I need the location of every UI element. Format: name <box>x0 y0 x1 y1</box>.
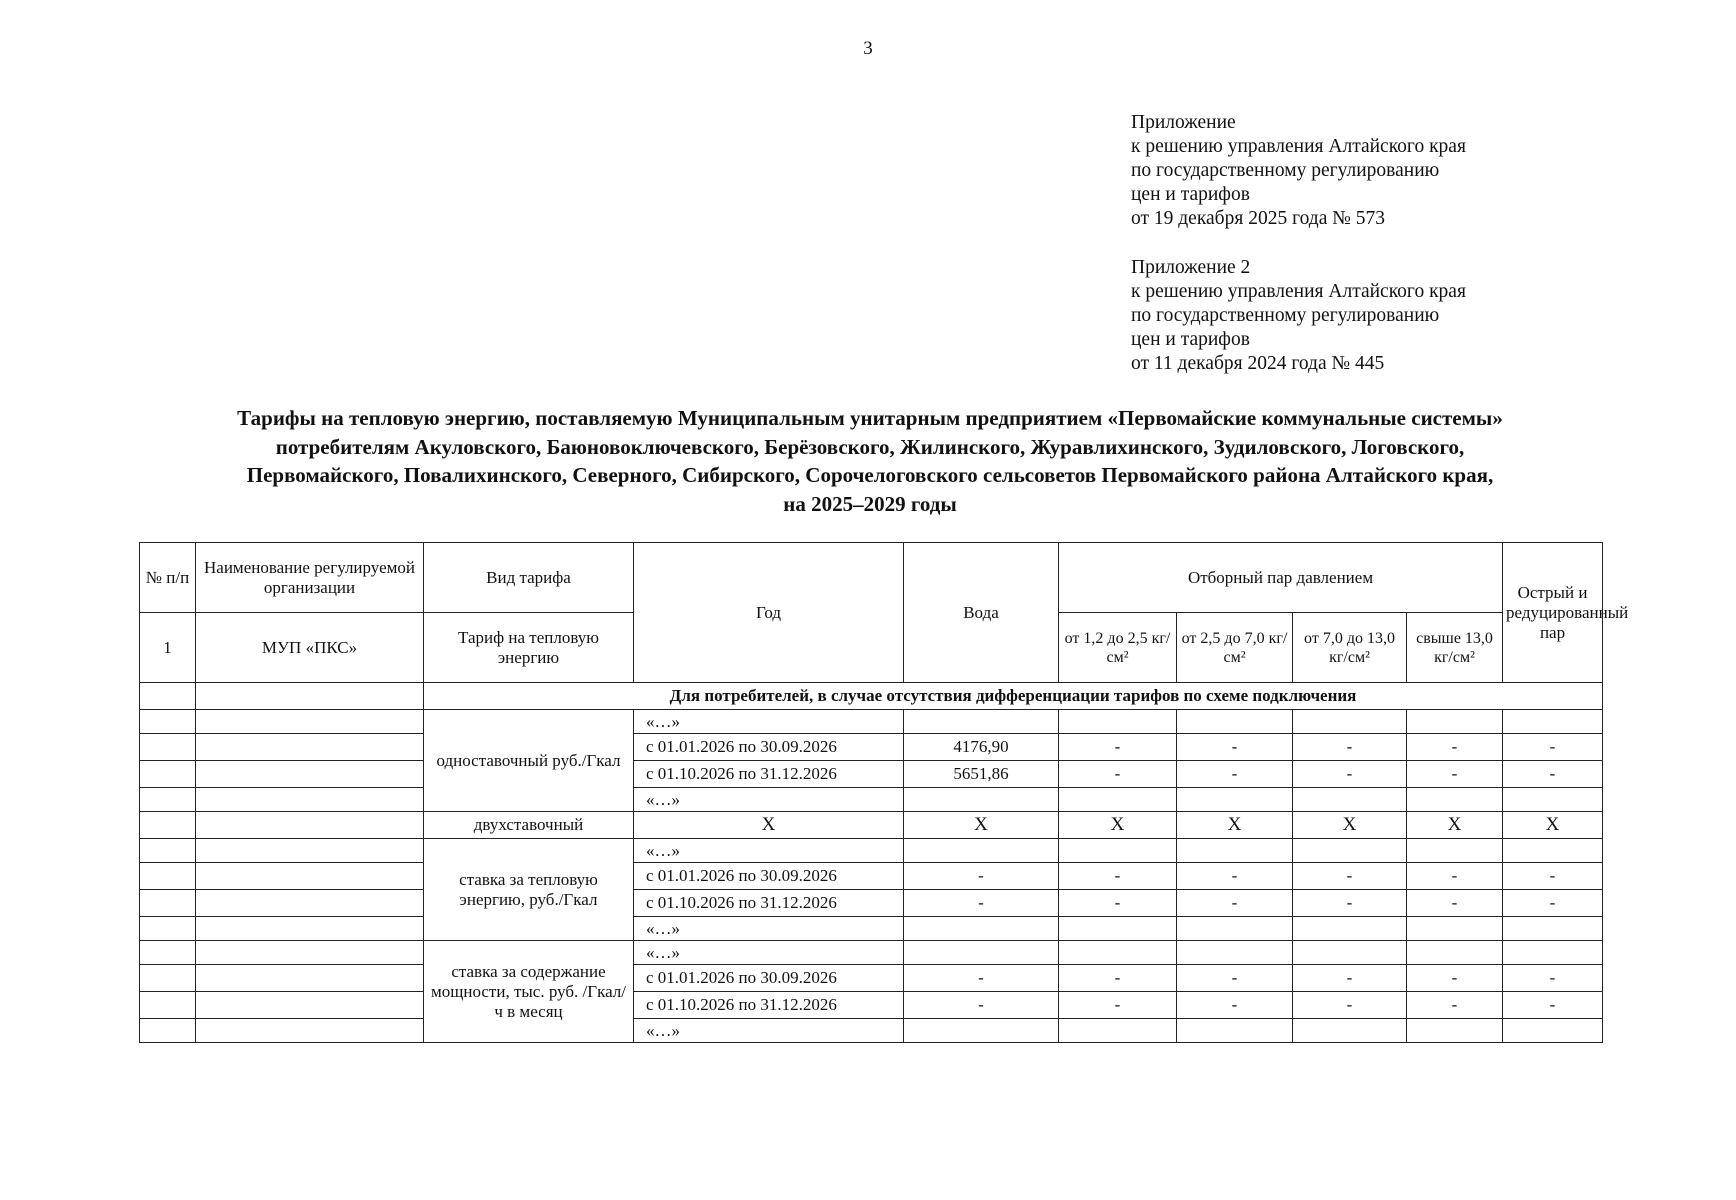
empty-cell <box>1293 788 1407 812</box>
dash-cell: - <box>1293 965 1407 992</box>
empty-cell <box>140 941 196 965</box>
title-line: Тарифы на тепловую энергию, поставляемую Муниципальным унитарным предприятием «Первомайские коммунальные системы» <box>237 406 1503 430</box>
row1-org: МУП «ПКС» <box>196 613 424 683</box>
appendix-2-line: по государственному регулированию <box>1131 305 1440 326</box>
empty-cell <box>196 788 424 812</box>
appendix-2-block <box>1131 256 1466 376</box>
period-cell: с 01.10.2026 по 31.12.2026 <box>634 992 904 1019</box>
dash-cell: - <box>1059 965 1177 992</box>
empty-cell <box>1503 917 1603 941</box>
empty-cell <box>1059 941 1177 965</box>
header-kind: Вид тарифа <box>424 543 634 613</box>
dash-cell: - <box>1177 992 1293 1019</box>
period-cell: с 01.01.2026 по 30.09.2026 <box>634 863 904 890</box>
dash-cell: - <box>904 965 1059 992</box>
header-pressure-2: от 2,5 до 7,0 кг/см² <box>1177 613 1293 683</box>
title-line: потребителям Акуловского, Баюновоключевского, Берёзовского, Жилинского, Журавлихинского, Зудиловского, Логовского, <box>275 434 1465 459</box>
empty-cell <box>1059 839 1177 863</box>
dash-cell: - <box>1293 992 1407 1019</box>
dash-cell: - <box>1177 761 1293 788</box>
dash-cell: - <box>1407 965 1503 992</box>
dash-cell: - <box>904 992 1059 1019</box>
appendix-1-line: к решению управления Алтайского края <box>1131 136 1466 157</box>
section-header: Для потребителей, в случае отсутствия дифференциации тарифов по схеме подключения <box>424 683 1603 710</box>
empty-cell <box>1059 788 1177 812</box>
empty-cell <box>196 890 424 917</box>
empty-cell <box>1293 941 1407 965</box>
dash-cell: - <box>1293 761 1407 788</box>
appendix-1-line: от 19 декабря 2025 года № 573 <box>1131 208 1385 229</box>
empty-cell <box>196 1019 424 1043</box>
header-num: № п/п <box>140 543 196 613</box>
empty-cell <box>904 941 1059 965</box>
empty-cell <box>196 992 424 1019</box>
header-pressure-1: от 1,2 до 2,5 кг/см² <box>1059 613 1177 683</box>
dash-cell: - <box>1503 734 1603 761</box>
empty-cell <box>1407 917 1503 941</box>
dash-cell: - <box>1503 965 1603 992</box>
dash-cell: - <box>1503 890 1603 917</box>
empty-cell <box>1059 917 1177 941</box>
empty-cell <box>1177 710 1293 734</box>
empty-cell <box>904 839 1059 863</box>
page-number: 3 <box>863 38 873 59</box>
water-value: 5651,86 <box>904 761 1059 788</box>
empty-cell <box>140 917 196 941</box>
empty-cell <box>196 812 424 839</box>
empty-cell <box>140 734 196 761</box>
x-cell: Х <box>1293 812 1407 839</box>
ellipsis-cell: «…» <box>634 941 904 965</box>
x-cell: Х <box>1177 812 1293 839</box>
empty-cell <box>196 839 424 863</box>
x-cell: Х <box>904 812 1059 839</box>
appendix-1-block <box>1131 111 1466 231</box>
dash-cell: - <box>1407 863 1503 890</box>
appendix-1-line: Приложение <box>1131 112 1236 133</box>
empty-cell <box>1503 941 1603 965</box>
single-rate-label: одноставочный руб./Гкал <box>424 710 634 812</box>
dash-cell: - <box>1177 965 1293 992</box>
dash-cell: - <box>1503 863 1603 890</box>
title-line: Первомайского, Повалихинского, Северного, Сибирского, Сорочелоговского сельсоветов Первомайского района Алтайского края, <box>246 463 1494 487</box>
dash-cell: - <box>1177 890 1293 917</box>
empty-cell <box>1503 1019 1603 1043</box>
dash-cell: - <box>1293 863 1407 890</box>
empty-cell <box>196 917 424 941</box>
x-cell: Х <box>634 812 904 839</box>
empty-cell <box>196 965 424 992</box>
empty-cell <box>1177 839 1293 863</box>
empty-cell <box>904 710 1059 734</box>
empty-cell <box>140 683 196 710</box>
empty-cell <box>140 812 196 839</box>
empty-cell <box>1059 1019 1177 1043</box>
empty-cell <box>1407 839 1503 863</box>
empty-cell <box>1293 917 1407 941</box>
dash-cell: - <box>1059 863 1177 890</box>
document-title <box>110 404 1630 518</box>
empty-cell <box>140 1019 196 1043</box>
empty-cell <box>196 941 424 965</box>
empty-cell <box>1407 941 1503 965</box>
dash-cell: - <box>1293 890 1407 917</box>
appendix-1-line: цен и тарифов <box>1131 184 1250 205</box>
water-value: 4176,90 <box>904 734 1059 761</box>
dash-cell: - <box>1407 734 1503 761</box>
tariff-table <box>139 542 1629 1043</box>
dash-cell: - <box>1059 734 1177 761</box>
empty-cell <box>1177 917 1293 941</box>
ellipsis-cell: «…» <box>634 788 904 812</box>
empty-cell <box>1293 839 1407 863</box>
empty-cell <box>1503 788 1603 812</box>
dash-cell: - <box>1177 734 1293 761</box>
ellipsis-cell: «…» <box>634 710 904 734</box>
x-cell: Х <box>1407 812 1503 839</box>
header-steam: Отборный пар давлением <box>1059 543 1503 613</box>
empty-cell <box>1059 710 1177 734</box>
empty-cell <box>140 863 196 890</box>
appendix-2-line: цен и тарифов <box>1131 329 1250 350</box>
header-sharp-steam: Острый и редуцированный пар <box>1503 543 1603 683</box>
empty-cell <box>196 863 424 890</box>
dash-cell: - <box>1407 761 1503 788</box>
appendix-2-line: от 11 декабря 2024 года № 445 <box>1131 353 1385 374</box>
dash-cell: - <box>1177 863 1293 890</box>
x-cell: Х <box>1059 812 1177 839</box>
title-line: на 2025–2029 годы <box>783 491 957 516</box>
empty-cell <box>1407 1019 1503 1043</box>
empty-cell <box>196 734 424 761</box>
empty-cell <box>1177 941 1293 965</box>
appendix-2-line: к решению управления Алтайского края <box>1131 281 1466 302</box>
dash-cell: - <box>1059 992 1177 1019</box>
empty-cell <box>140 890 196 917</box>
header-year: Год <box>634 543 904 683</box>
period-cell: с 01.01.2026 по 30.09.2026 <box>634 965 904 992</box>
empty-cell <box>1293 1019 1407 1043</box>
dash-cell: - <box>1059 761 1177 788</box>
empty-cell <box>904 1019 1059 1043</box>
dash-cell: - <box>1407 890 1503 917</box>
empty-cell <box>1293 710 1407 734</box>
header-water: Вода <box>904 543 1059 683</box>
empty-cell <box>904 917 1059 941</box>
empty-cell <box>140 761 196 788</box>
empty-cell <box>140 992 196 1019</box>
empty-cell <box>1503 710 1603 734</box>
ellipsis-cell: «…» <box>634 1019 904 1043</box>
header-pressure-3: от 7,0 до 13,0 кг/см² <box>1293 613 1407 683</box>
heat-rate-label: ставка за тепловую энергию, руб./Гкал <box>424 839 634 941</box>
dash-cell: - <box>1503 761 1603 788</box>
empty-cell <box>140 710 196 734</box>
row1-num: 1 <box>140 613 196 683</box>
header-org: Наименование регулируемой организации <box>196 543 424 613</box>
period-cell: с 01.10.2026 по 31.12.2026 <box>634 890 904 917</box>
ellipsis-cell: «…» <box>634 839 904 863</box>
dash-cell: - <box>1407 992 1503 1019</box>
capacity-rate-label: ставка за содержание мощности, тыс. руб. /Гкал/ч в месяц <box>424 941 634 1043</box>
empty-cell <box>196 683 424 710</box>
empty-cell <box>140 965 196 992</box>
appendix-1-line: по государственному регулированию <box>1131 160 1440 181</box>
dash-cell: - <box>904 863 1059 890</box>
dash-cell: - <box>1293 734 1407 761</box>
empty-cell <box>196 761 424 788</box>
empty-cell <box>140 839 196 863</box>
appendix-2-line: Приложение 2 <box>1131 257 1251 278</box>
empty-cell <box>1503 839 1603 863</box>
empty-cell <box>196 710 424 734</box>
empty-cell <box>1177 788 1293 812</box>
x-cell: Х <box>1503 812 1603 839</box>
period-cell: с 01.01.2026 по 30.09.2026 <box>634 734 904 761</box>
empty-cell <box>904 788 1059 812</box>
empty-cell <box>1407 710 1503 734</box>
empty-cell <box>140 788 196 812</box>
empty-cell <box>1177 1019 1293 1043</box>
ellipsis-cell: «…» <box>634 917 904 941</box>
row1-kind: Тариф на тепловую энергию <box>424 613 634 683</box>
empty-cell <box>1407 788 1503 812</box>
dash-cell: - <box>1059 890 1177 917</box>
dash-cell: - <box>904 890 1059 917</box>
dash-cell: - <box>1503 992 1603 1019</box>
period-cell: с 01.10.2026 по 31.12.2026 <box>634 761 904 788</box>
two-rate-label: двухставочный <box>424 812 634 839</box>
header-pressure-4: свыше 13,0 кг/см² <box>1407 613 1503 683</box>
